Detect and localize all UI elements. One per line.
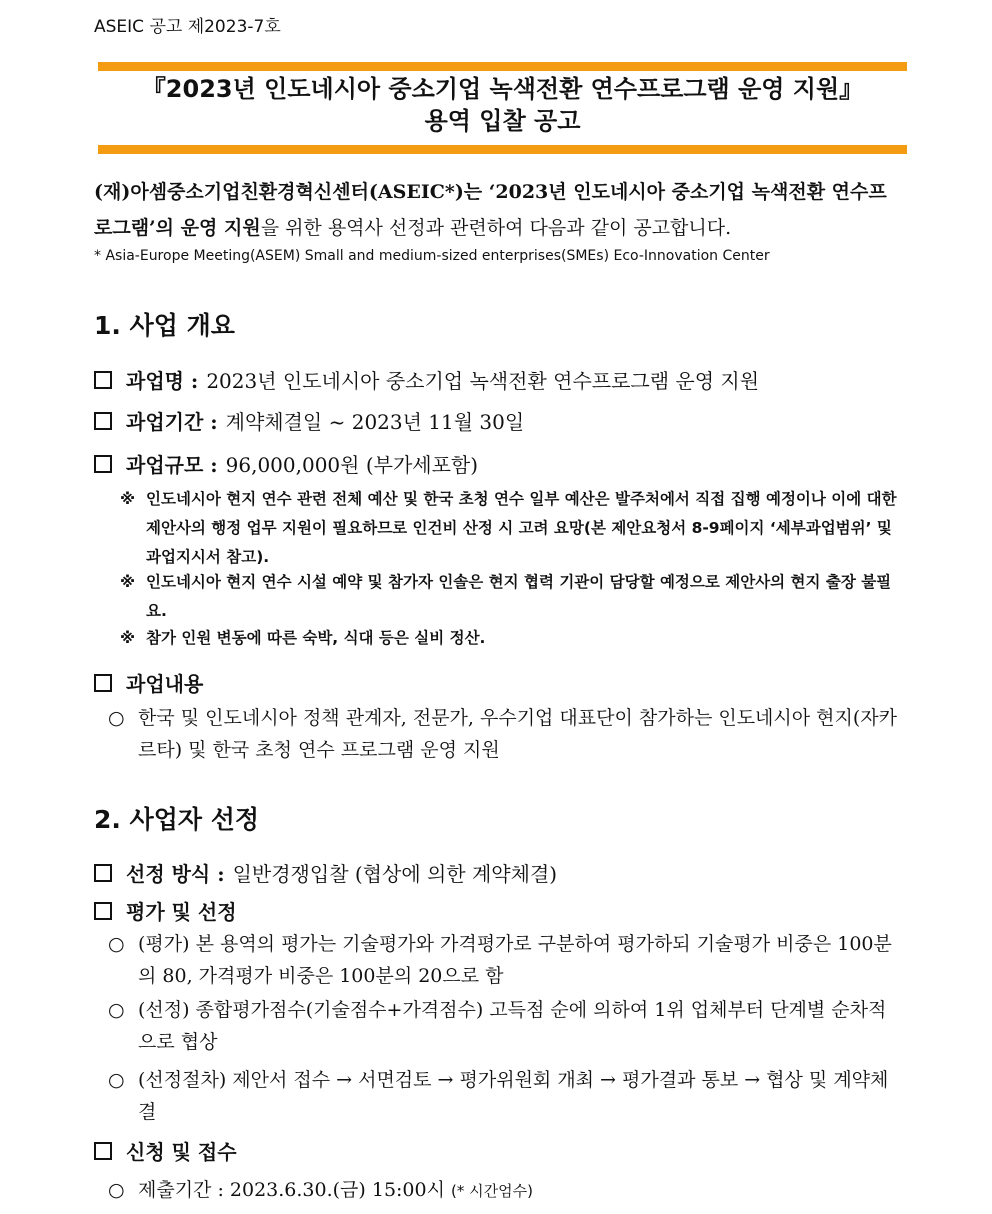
note-mark: ※ <box>120 573 136 591</box>
budget-note-3-text: 참가 인원 변동에 따른 숙박, 식대 등은 실비 정산. <box>146 629 486 647</box>
intro-rest: 을 위한 용역사 선정과 관련하여 다음과 같이 공고합니다. <box>260 217 732 239</box>
evaluation-item-1-text: (평가) 본 용역의 평가는 기술평가와 가격평가로 구분하여 평가하되 기술평가 비중은 100분의 80, 가격평가 비중은 100분의 20으로 함 <box>138 933 892 987</box>
budget-note-1-text: 인도네시아 현지 연수 관련 전체 예산 및 한국 초청 연수 일부 예산은 발주처에서 직접 집행 예정이나 이에 대한 제안사의 행정 업무 지원이 필요하므로 인건비 산정 시 고려 요망(본 제안요청서 8-9페이지 ‘세부과업범위’ 및 과업지시서 참고). <box>146 490 897 566</box>
circle-bullet-icon: ○ <box>108 707 125 729</box>
checkbox-icon <box>94 371 112 389</box>
deadline-text: 제출기간 : 2023.6.30.(금) 15:00시 <box>138 1179 445 1201</box>
budget-note-3 <box>120 624 900 653</box>
circle-bullet-icon: ○ <box>108 1179 125 1201</box>
task-content-item <box>108 702 900 766</box>
intro-bold: (재)아셈중소기업친환경혁신센터(ASEIC*)는 ‘2023년 인도네시아 중소기업 녹색전환 연수프로그램’의 운영 지원 <box>94 181 887 239</box>
section-1-heading: 1. 사업 개요 <box>94 311 235 340</box>
evaluation-item-2-text: (선정) 종합평가점수(기술점수+가격점수) 고득점 순에 의하여 1위 업체부터 단계별 순차적으로 협상 <box>138 999 887 1053</box>
notice-number: ASEIC 공고 제2023-7호 <box>94 17 281 37</box>
task-name-label: 과업명 : <box>126 369 199 393</box>
evaluation-item-3-text: (선정절차) 제안서 접수 → 서면검토 → 평가위원회 개최 → 평가결과 통보 → 협상 및 계약체결 <box>138 1069 889 1123</box>
task-name-row <box>94 365 759 394</box>
intro-footnote: * Asia-Europe Meeting(ASEM) Small and medium-sized enterprises(SMEs) Eco-Innovation Center <box>94 248 770 264</box>
application-row <box>94 1136 245 1165</box>
circle-bullet-icon: ○ <box>108 999 125 1021</box>
task-scale-row <box>94 449 478 478</box>
task-period-label: 과업기간 : <box>126 410 218 434</box>
title-bottom-bar <box>98 145 907 154</box>
task-scale-label: 과업규모 : <box>126 453 218 477</box>
page-subtitle: 용역 입찰 공고 <box>424 107 581 135</box>
evaluation-row <box>94 896 245 925</box>
task-scale-value: 96,000,000원 (부가세포함) <box>225 453 479 477</box>
checkbox-icon <box>94 864 112 882</box>
task-content-row <box>94 668 211 697</box>
checkbox-icon <box>94 455 112 473</box>
circle-bullet-icon: ○ <box>108 1069 125 1091</box>
checkbox-icon <box>94 674 112 692</box>
task-content-text: 한국 및 인도네시아 정책 관계자, 전문가, 우수기업 대표단이 참가하는 인도네시아 현지(자카르타) 및 한국 초청 연수 프로그램 운영 지원 <box>138 707 897 761</box>
title-top-bar <box>98 62 907 71</box>
checkbox-icon <box>94 902 112 920</box>
intro-paragraph <box>94 174 899 246</box>
selection-method-label: 선정 방식 : <box>126 862 225 886</box>
note-mark: ※ <box>120 490 136 508</box>
budget-note-1 <box>120 485 900 572</box>
section-2-heading: 2. 사업자 선정 <box>94 805 260 834</box>
task-content-label: 과업내용 <box>126 672 204 696</box>
evaluation-item-1 <box>108 928 900 992</box>
selection-method-row <box>94 858 557 887</box>
note-mark: ※ <box>120 629 136 647</box>
application-label: 신청 및 접수 <box>126 1140 237 1164</box>
page-title: 『2023년 인도네시아 중소기업 녹색전환 연수프로그램 운영 지원』 <box>141 75 864 103</box>
checkbox-icon <box>94 1142 112 1160</box>
deadline-note: (* 시간엄수) <box>451 1182 533 1200</box>
evaluation-item-2 <box>108 994 900 1058</box>
task-name-value: 2023년 인도네시아 중소기업 녹색전환 연수프로그램 운영 지원 <box>206 369 760 393</box>
budget-note-2 <box>120 568 900 626</box>
task-period-value: 계약체결일 ~ 2023년 11월 30일 <box>225 410 525 434</box>
circle-bullet-icon: ○ <box>108 933 125 955</box>
evaluation-item-3 <box>108 1064 900 1128</box>
deadline-item <box>108 1174 900 1207</box>
task-period-row <box>94 406 524 435</box>
budget-note-2-text: 인도네시아 현지 연수 시설 예약 및 참가자 인솔은 현지 협력 기관이 담당할 예정으로 제안사의 현지 출장 불필요. <box>146 573 892 620</box>
checkbox-icon <box>94 412 112 430</box>
evaluation-label: 평가 및 선정 <box>126 900 237 924</box>
selection-method-value: 일반경쟁입찰 (협상에 의한 계약체결) <box>232 862 558 886</box>
